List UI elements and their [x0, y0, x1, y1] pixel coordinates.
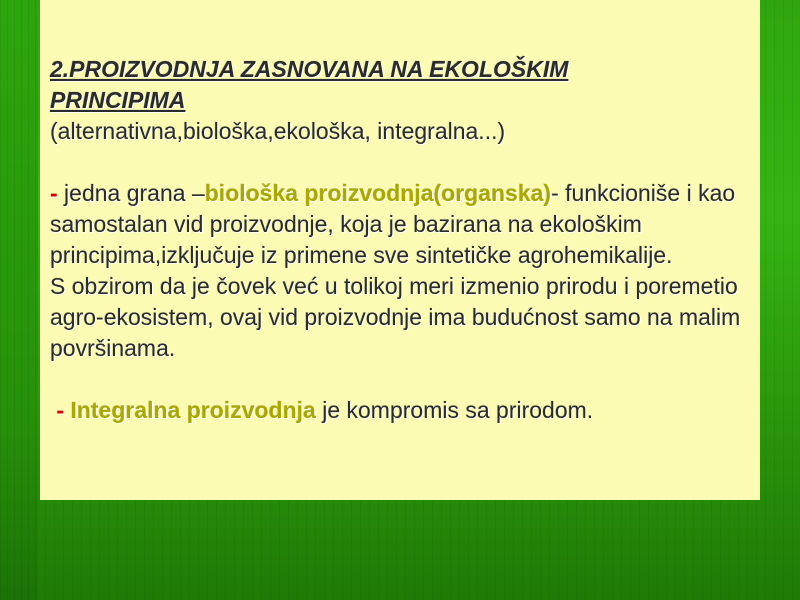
bullet2-suffix: je kompromis sa prirodom.: [315, 397, 594, 423]
paragraph-human-impact: S obzirom da je čovek već u tolikoj meri izmenio prirodu i poremetio agro-ekosistem, ovaj vid proizvodnje ima budućnost samo na malim površinama.: [50, 273, 741, 361]
spacer: [50, 147, 750, 178]
slide-text-panel: [40, 0, 760, 500]
spacer: [50, 364, 750, 395]
heading-line-1: 2.PROIZVODNJA ZASNOVANA NA EKOLOŠKIM: [50, 56, 569, 82]
bullet-dash-1: -: [50, 180, 58, 206]
left-green-strip: [0, 0, 38, 600]
bullet-organic: [50, 178, 750, 271]
bullet-integral: [50, 395, 750, 426]
slide-heading: [50, 54, 750, 116]
slide-body: [50, 54, 750, 426]
bullet1-suffix: - funkcioniše i kao samostalan vid proizvodnje, koja je bazirana na ekološkim principima,izključuje iz primene sve sintetičke agrohemikalije.: [50, 180, 736, 268]
bullet-dash-2: -: [56, 397, 65, 423]
bullet1-prefix: jedna grana –: [57, 180, 205, 206]
bullet1-highlight: biološka proizvodnja(organska): [204, 180, 552, 206]
bullet2-highlight: Integralna proizvodnja: [70, 397, 316, 423]
heading-line-2: PRINCIPIMA: [50, 87, 186, 113]
slide-subtitle: (alternativna,biološka,ekološka, integralna...): [50, 118, 506, 144]
